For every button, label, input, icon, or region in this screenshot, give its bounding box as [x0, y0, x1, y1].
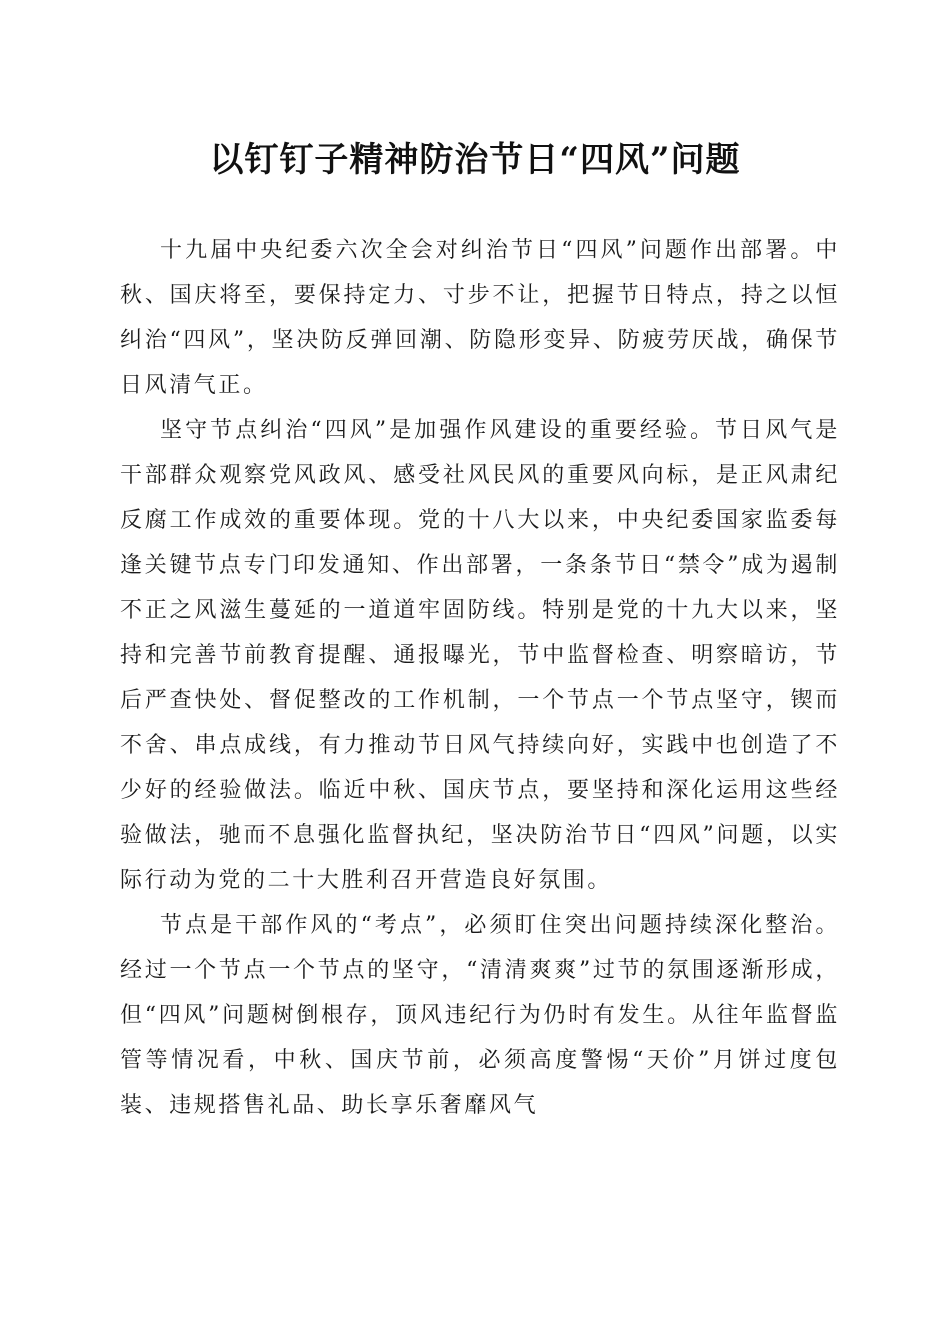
paragraph-1: 十九届中央纪委六次全会对纠治节日“四风”问题作出部署。中秋、国庆将至，要保持定力、寸步不让，把握节日特点，持之以恒纠治“四风”，坚决防反弹回潮、防隐形变异、防疲劳厌战，确保节日风清气正。	[120, 238, 840, 398]
document-title: 以钉钉子精神防治节日“四风”问题	[209, 140, 741, 180]
document-body	[120, 228, 840, 1128]
paragraph-2: 坚守节点纠治“四风”是加强作风建设的重要经验。节日风气是干部群众观察党风政风、感受社风民风的重要风向标，是正风肃纪反腐工作成效的重要体现。党的十八大以来，中央纪委国家监委每逢关键节点专门印发通知、作出部署，一条条节日“禁令”成为遏制不正之风滋生蔓延的一道道牢固防线。特别是党的十九大以来，坚持和完善节前教育提醒、通报曝光，节中监督检查、明察暗访，节后严查快处、督促整改的工作机制，一个节点一个节点坚守，锲而不舍、串点成线，有力推动节日风气持续向好，实践中也创造了不少好的经验做法。临近中秋、国庆节点，要坚持和深化运用这些经验做法，驰而不息强化监督执纪，坚决防治节日“四风”问题，以实际行动为党的二十大胜利召开营造良好氛围。	[120, 418, 840, 893]
paragraph-3: 节点是干部作风的“考点”，必须盯住突出问题持续深化整治。经过一个节点一个节点的坚守，“清清爽爽”过节的氛围逐渐形成，但“四风”问题树倒根存，顶风违纪行为仍时有发生。从往年监督监管等情况看，中秋、国庆节前，必须高度警惕“天价”月饼过度包装、违规搭售礼品、助长享乐奢靡风气	[120, 913, 840, 1118]
